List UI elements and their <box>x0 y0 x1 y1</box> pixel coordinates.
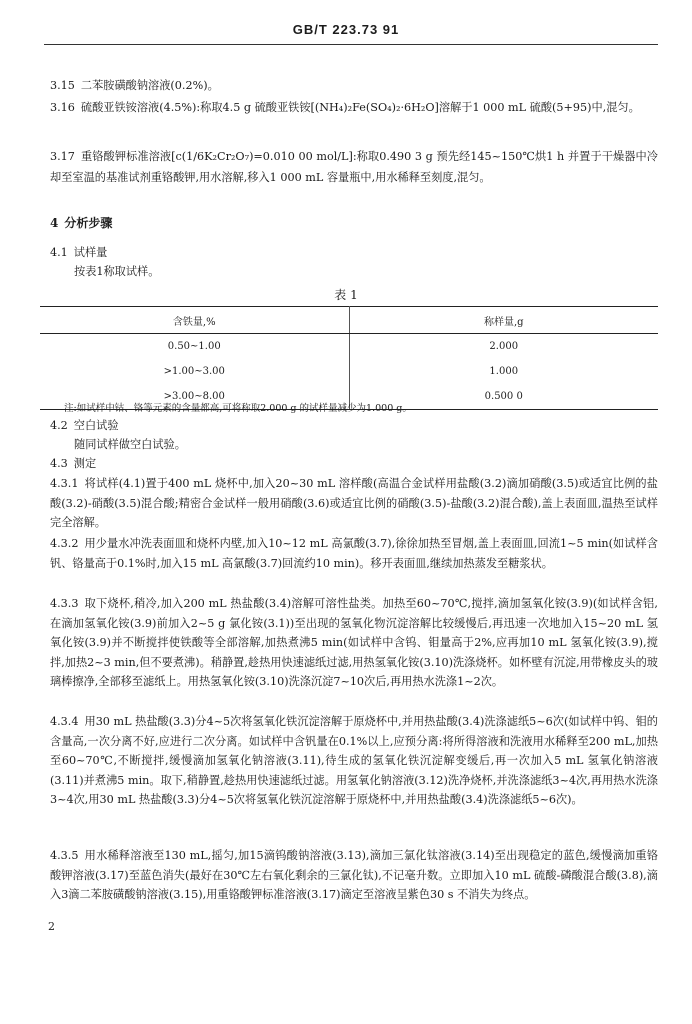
page-header: GB/T 223.73 91 <box>292 22 400 37</box>
table-row <box>40 334 658 360</box>
item-text: 二苯胺磺酸钠溶液(0.2%)。 <box>80 79 219 92</box>
table-cell: 1.000 <box>489 366 519 377</box>
table-row <box>40 359 658 384</box>
section-4-heading <box>50 214 112 231</box>
table-caption: 表 1 <box>334 288 358 302</box>
item-text: 用少量水冲洗表面皿和烧杯内壁,加入10~12 mL 高氯酸(3.7),徐徐加热至冒烟,盖上表面皿,回流1~5 min(如试样含钒、铬量高于0.1%时,加入15 mL 高氯酸(3.7)回流约10 min)。移开表面皿,继续加热蒸发至糖浆状。 <box>50 537 658 570</box>
table-cell: >1.00~3.00 <box>40 359 349 384</box>
item-number: 3.17 <box>50 150 75 163</box>
item-number: 3.16 <box>50 101 75 114</box>
item-text: 硫酸亚铁铵溶液(4.5%):称取4.5 g 硫酸亚铁铵[(NH₄)₂Fe(SO₄)₂·6H₂O]溶解于1 000 mL 硫酸(5+95)中,混匀。 <box>80 101 640 114</box>
item-3-17 <box>50 146 658 188</box>
item-title: 试样量 <box>73 246 108 259</box>
item-number: 4.3.2 <box>50 537 79 550</box>
item-title: 测定 <box>73 457 97 470</box>
item-3-15 <box>50 76 658 96</box>
item-4-2 <box>50 416 658 436</box>
table-note: 注:如试样中钴、铬等元素的含量都高,可将称取2.000 g 的试样量减少为1.000 g。 <box>64 403 412 414</box>
item-4-3 <box>50 454 658 474</box>
item-number: 4.3.5 <box>50 849 79 862</box>
item-4-3-5 <box>50 846 658 905</box>
item-number: 4.3.4 <box>50 715 79 728</box>
table-header-cell: 称样量,g <box>349 307 658 334</box>
item-4-3-4 <box>50 712 658 810</box>
section-number: 4 <box>50 216 59 230</box>
table-cell: 0.50~1.00 <box>40 334 349 360</box>
item-text: 用水稀释溶液至130 mL,摇匀,加15滴钨酸钠溶液(3.13),滴加三氯化钛溶液(3.14)至出现稳定的蓝色,缓慢滴加重铬酸钾溶液(3.17)至蓝色消失(最好在30℃左右氧化剩余的三氯化钛),不记毫升数。立即加入10 mL 硫酸-磷酸混合酸(3.8),滴入3滴二苯胺磺酸钠溶液(3.15),用重铬酸钾标准溶液(3.17)滴定至溶液呈紫色30 s 不消失为终点。 <box>50 849 658 901</box>
section-title: 分析步骤 <box>64 216 113 230</box>
table-cell: 2.000 <box>489 341 519 352</box>
sample-mass-table <box>40 306 658 410</box>
item-number: 3.15 <box>50 79 75 92</box>
header-rule <box>44 44 658 45</box>
item-text: 将试样(4.1)置于400 mL 烧杯中,加入20~30 mL 溶样酸(高温合金试样用盐酸(3.2)滴加硝酸(3.5)或适宜比例的盐酸(3.2)-硝酸(3.5)混合酸;精密合金试样一般用硝酸(3.6)或适宜比例的硝酸(3.5)-盐酸(3.2)混合酸),盖上表面皿,温热至试样完全溶解。 <box>50 477 658 529</box>
item-4-2-body: 随同试样做空白试验。 <box>74 438 186 451</box>
item-4-3-2 <box>50 534 658 573</box>
item-number: 4.1 <box>50 246 68 259</box>
item-text: 用30 mL 热盐酸(3.3)分4~5次将氢氧化铁沉淀溶解于原烧杯中,并用热盐酸(3.4)洗涤滤纸5~6次(如试样中钨、钼的含量高,一次分离不好,应进行二次分离。如试样中含钒量在0.1%以上,应预分离:将所得溶液和洗液用水稀释至200 mL,加热至60~70℃,不断搅拌,缓慢滴加氢氧化钠溶液(3.11),待生成的氢氧化铁沉淀解变缓后,再一次加入5 mL 氢氧化钠溶液(3.11)并煮沸5 min。取下,稍静置,趁热用快速滤纸过滤。用氢氧化钠溶液(3.12)洗净烧杯,并洗涤滤纸3~4次,再用热水洗涤3~4次,用30 mL 热盐酸(3.3)分4~5次将氢氧化铁沉淀溶解于原烧杯中,并用热盐酸(3.4)洗涤滤纸5~6次)。 <box>50 715 658 806</box>
item-4-1 <box>50 243 658 263</box>
item-4-1-body: 按表1称取试样。 <box>74 265 160 278</box>
item-4-3-1 <box>50 474 658 533</box>
table-header-row <box>40 307 658 334</box>
table-cell: 0.500 0 <box>349 384 658 410</box>
table-cell: >3.00~8.00 <box>40 384 349 410</box>
item-4-3-3 <box>50 594 658 692</box>
item-number: 4.3.3 <box>50 597 79 610</box>
item-number: 4.3.1 <box>50 477 79 490</box>
item-number: 4.3 <box>50 457 68 470</box>
item-text: 重铬酸钾标准溶液[c(1/6K₂Cr₂O₇)=0.010 00 mol/L]:称取0.490 3 g 预先经145~150℃烘1 h 并置于干燥器中冷却至室温的基准试剂重铬酸钾,用水溶解,移入1 000 mL 容量瓶中,用水稀释至刻度,混匀。 <box>50 150 658 184</box>
item-title: 空白试验 <box>73 419 119 432</box>
item-number: 4.2 <box>50 419 68 432</box>
page-number: 2 <box>48 920 55 933</box>
table-header-cell: 含铁量,% <box>40 307 349 334</box>
item-text: 取下烧杯,稍冷,加入200 mL 热盐酸(3.4)溶解可溶性盐类。加热至60~70℃,搅拌,滴加氢氧化铵(3.9)(如试样含铝,在滴加氢氧化铵(3.9)前加入2~5 g 氯化铵(3.1))至出现的氢氧化物沉淀溶解比较缓慢后,再迅速一次地加入15~20 mL 氢氧化铵(3.9)并不断搅拌使铁酸等全部溶解,加热煮沸5 min(如试样中含钨、钼量高于2%,应再加10 mL 氢氧化铵(3.9),搅拌,加热2~3 min,但不要煮沸)。稍静置,趁热用快速滤纸过滤,用热氢氧化铵(3.10)洗涤烧杯。如杯壁有沉淀,用带橡皮头的玻璃棒擦净,全部移至滤纸上。用热氢氧化铵(3.10)洗涤沉淀7~10次后,再用热水洗涤1~2次。 <box>50 597 658 688</box>
item-3-16 <box>50 98 658 118</box>
